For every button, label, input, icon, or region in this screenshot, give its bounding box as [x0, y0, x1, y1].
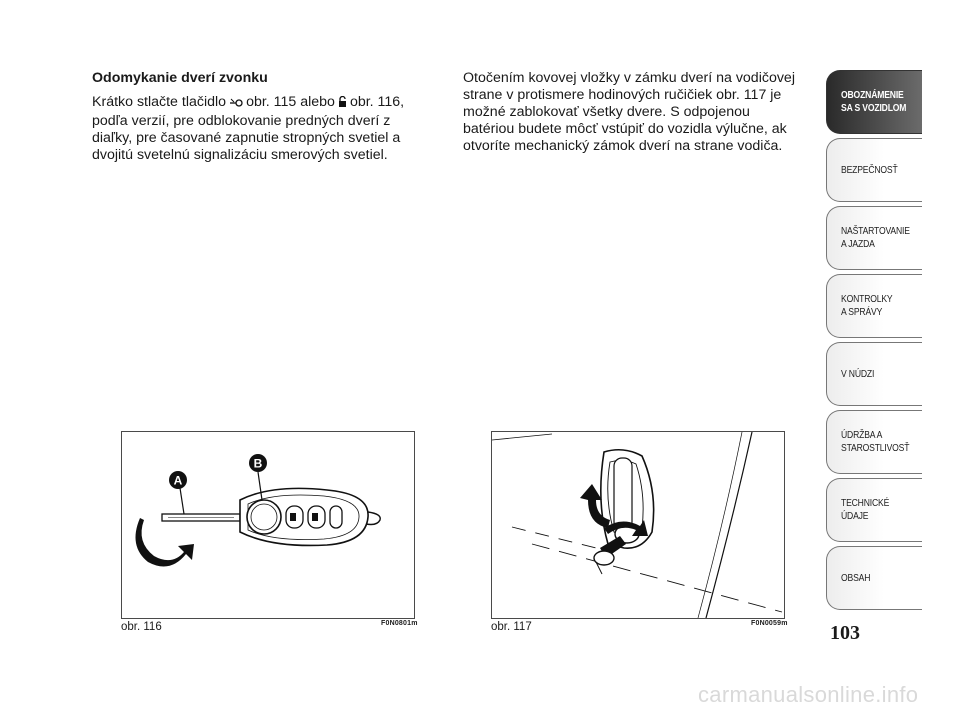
label-a: A	[173, 473, 183, 488]
chapter-sidebar	[826, 70, 922, 614]
tab-obsah[interactable]: OBSAH	[826, 546, 922, 610]
padlock-open-icon	[338, 96, 347, 113]
paragraph-unlocking: Krátko stlačte tlačidlo obr. 115 alebo obr. 116, podľa verzií, pre odblokovanie predných dverí z diaľky, pre časované zapnutie stropných svetiel a dvojitú svetelnú signalizáciu smerových svetiel.	[92, 94, 405, 163]
tab-kontrolky[interactable]: KONTROLKY A SPRÁVY	[826, 274, 922, 338]
figure-caption-117: obr. 117	[491, 621, 532, 633]
figure-caption-116: obr. 116	[121, 621, 162, 633]
watermark: carmanualsonline.info	[698, 682, 919, 707]
right-text-column	[463, 70, 803, 155]
tab-bezpecnost[interactable]: BEZPEČNOSŤ	[826, 138, 922, 202]
figure-door-lock-illustration	[491, 431, 785, 619]
door-lock-illustration	[492, 432, 784, 618]
rotation-arrow-icon	[136, 518, 195, 567]
figure-code-116: F0N0801m	[381, 620, 418, 627]
section-heading: Odomykanie dverí zvonku	[92, 70, 268, 86]
tab-oboznamenie[interactable]: OBOZNÁMENIE SA S VOZIDLOM	[826, 70, 922, 134]
label-b: B	[253, 456, 263, 471]
key-unlock-icon	[229, 96, 243, 113]
figure-code-117: F0N0059m	[751, 620, 788, 627]
tab-v-nudzi[interactable]: V NÚDZI	[826, 342, 922, 406]
tab-technicke-udaje[interactable]: TECHNICKÉ ÚDAJE	[826, 478, 922, 542]
tab-udrzba[interactable]: ÚDRŽBA A STAROSTLIVOSŤ	[826, 410, 922, 474]
figure-key-illustration	[121, 431, 415, 619]
paragraph-mechanical-lock: Otočením kovovej vložky v zámku dverí na vodičovej strane v protismere hodinových ručičiek obr. 117 je možné zablokovať všetky dvere. S odpojenou batériou budete môcť vstúpiť do vozidla výlučne, ak otvoríte mechanický zámok dverí na strane vodiča.	[463, 70, 795, 154]
left-text-column	[92, 70, 432, 164]
key-illustration	[122, 432, 414, 618]
tab-nastartovanie[interactable]: NAŠTARTOVANIE A JAZDA	[826, 206, 922, 270]
fob-button-b	[247, 500, 281, 534]
page-number: 103	[830, 622, 860, 644]
